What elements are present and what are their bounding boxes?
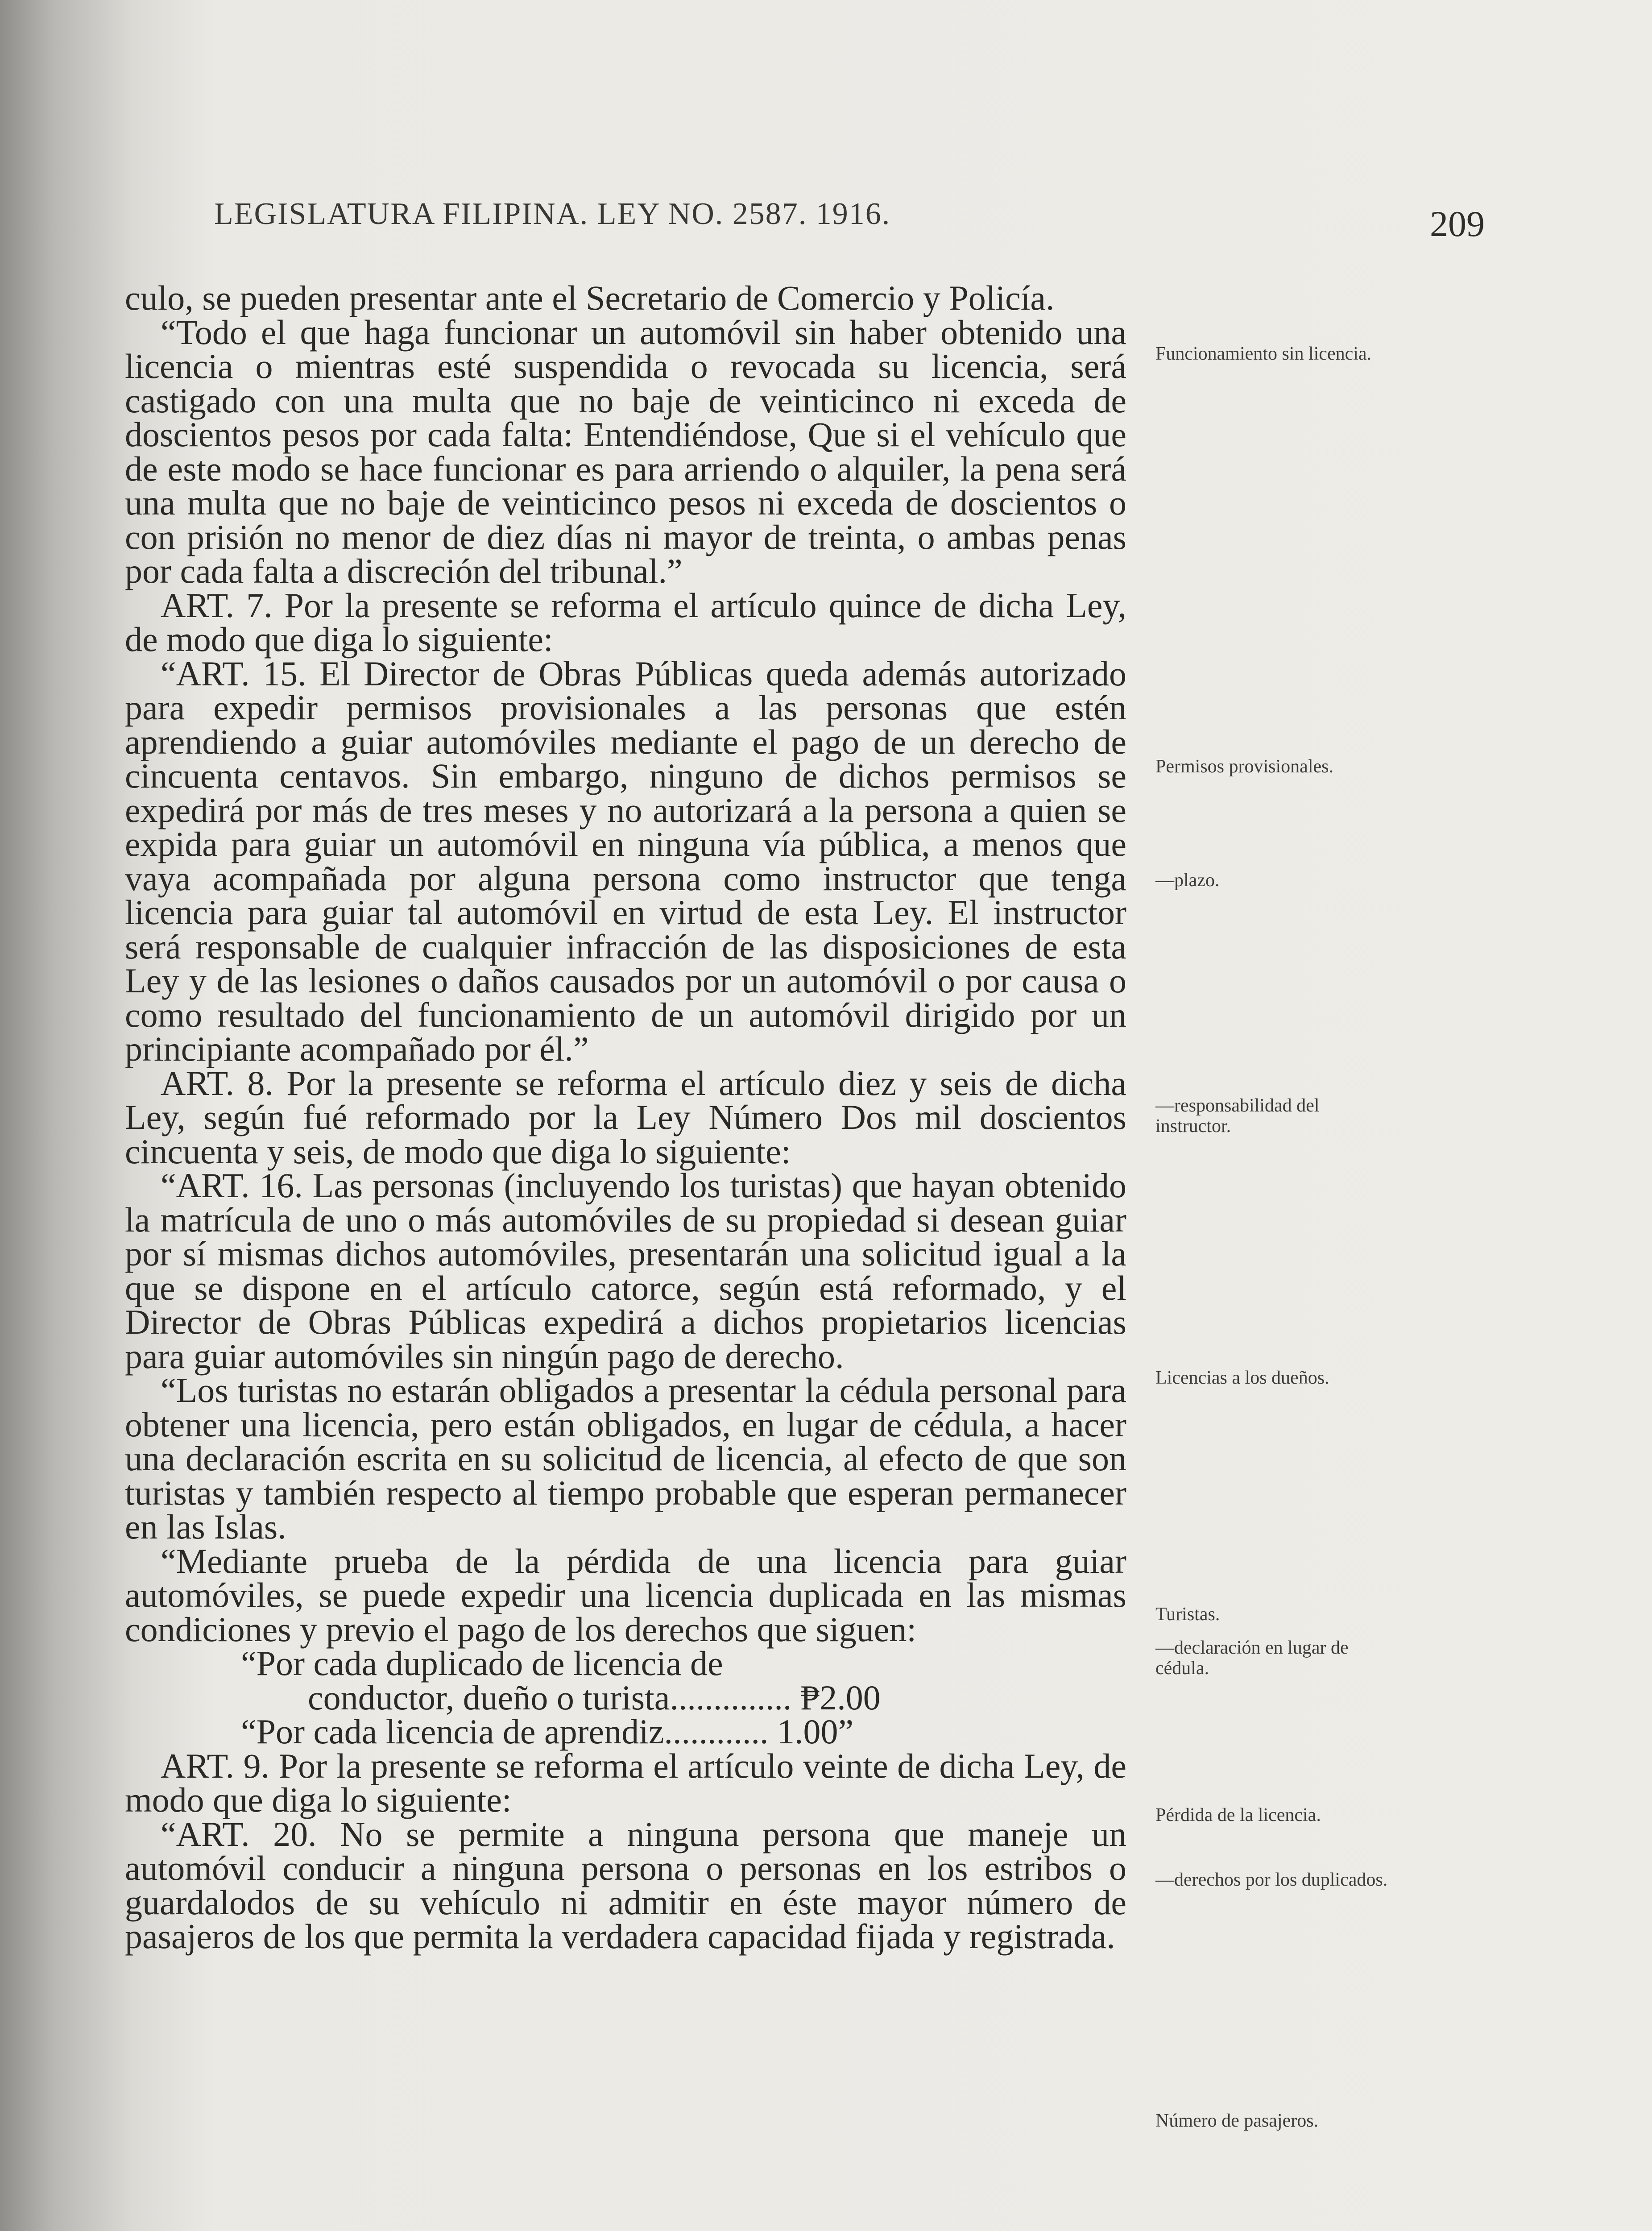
paragraph-article-8: ART. 8. Por la presente se reforma el artículo diez y seis de dicha Ley, según fué reformado por la Ley Número Dos mil doscientos cincuenta y seis, de modo que diga lo siguiente: — [125, 1063, 1126, 1171]
margin-note-perdida: Pérdida de la licencia. — [1155, 1805, 1321, 1825]
paragraph-lost-license: “Mediante prueba de la pérdida de una licencia para guiar automóviles, se puede expedir una licencia duplicada en las mismas condiciones y previo el pago de los derechos que siguen: — [125, 1541, 1126, 1649]
paragraph-article-9: ART. 9. Por la presente se reforma el artículo veinte de dicha Ley, de modo que diga lo siguiente: — [125, 1746, 1126, 1819]
paragraph-article-15: “ART. 15. El Director de Obras Públicas queda además autorizado para expedir permisos provisionales a las personas que estén aprendiendo a guiar automóviles mediante el pago de un derecho de cincuenta centavos. Sin embargo, ninguno de dichos permisos se expedirá por más de tres meses y no autorizará a la persona a quien se expida para guiar un automóvil en ninguna vía pública, a menos que vaya acompañada por alguna persona como instructor que tenga licencia para guiar tal automóvil en virtud de esta Ley. El instructor será responsable de cualquier infracción de las disposiciones de esta Ley y de las lesiones o daños causados por un automóvil o por causa o como resultado del funcionamiento de un automóvil dirigido por un principiante acompañado por él.” — [125, 654, 1126, 1068]
paragraph: culo, se pueden presentar ante el Secretario de Comercio y Policía. — [125, 278, 1055, 317]
paragraph-tourists: “Los turistas no estarán obligados a presentar la cédula personal para obtener una licencia, pero están obligados, en lugar de cédula, a hacer una declaración escrita en su solicitud de licencia, al efecto de que son turistas y también respecto al tiempo probable que esperan permanecer en las Islas. — [125, 1371, 1126, 1546]
margin-note-responsabilidad: —responsabilidad del instructor. — [1155, 1095, 1320, 1136]
fee-schedule-line: “Por cada duplicado de licencia de — [241, 1644, 723, 1683]
paragraph-article-16: “ART. 16. Las personas (incluyendo los turistas) que hayan obtenido la matrícula de uno o más automóviles de su propiedad si desean guiar por sí mismas dichos automóviles, presentarán una solicitud igual a la que se dispone en el artículo catorce, según está reformado, y el Director de Obras Públicas expedirá a dichos propietarios licencias para guiar automóviles sin ningún pago de derecho. — [125, 1166, 1126, 1376]
margin-note-funcionamiento: Funcionamiento sin licencia. — [1155, 344, 1372, 364]
page-number: 209 — [1430, 203, 1485, 244]
margin-note-declaracion: —declaración en lugar de cédula. — [1155, 1638, 1349, 1679]
margin-note-derechos: —derechos por los duplicados. — [1155, 1870, 1388, 1890]
fee-schedule-line: conductor, dueño o turista.............. ₱2.00 — [308, 1678, 881, 1717]
running-header: LEGISLATURA FILIPINA. LEY NO. 2587. 1916. — [214, 197, 891, 231]
paragraph: “Todo el que haga funcionar un automóvil sin haber obtenido una licencia o mientras esté suspendida o revocada su licencia, será castigado con una multa que no baje de veinticinco ni exceda de doscientos pesos por cada falta: Entendiéndose, Que si el vehículo que de este modo se hace funcionar es para arriendo o alquiler, la pena será una multa que no baje de veinticinco pesos ni exceda de doscientos o con prisión no menor de diez días ni mayor de treinta, o ambas penas por cada falta a discreción del tribunal.” — [125, 312, 1126, 590]
margin-note-plazo: —plazo. — [1155, 870, 1220, 891]
margin-note-permisos: Permisos provisionales. — [1155, 756, 1333, 777]
paragraph-article-7: ART. 7. Por la presente se reforma el artículo quince de dicha Ley, de modo que diga lo siguiente: — [125, 585, 1126, 659]
body-text — [125, 278, 1126, 1956]
paragraph-article-20: “ART. 20. No se permite a ninguna persona que maneje un automóvil conducir a ninguna persona o personas en los estribos o guardalodos de su vehículo ni admitir en éste mayor número de pasajeros de los que permita la verdadera capacidad fijada y registrada. — [125, 1814, 1126, 1956]
margin-note-pasajeros: Número de pasajeros. — [1155, 2111, 1319, 2131]
margin-note-turistas: Turistas. — [1155, 1604, 1220, 1625]
fee-schedule-line: “Por cada licencia de aprendiz............ 1.00” — [241, 1712, 854, 1751]
margin-note-licencias: Licencias a los dueños. — [1155, 1368, 1329, 1388]
